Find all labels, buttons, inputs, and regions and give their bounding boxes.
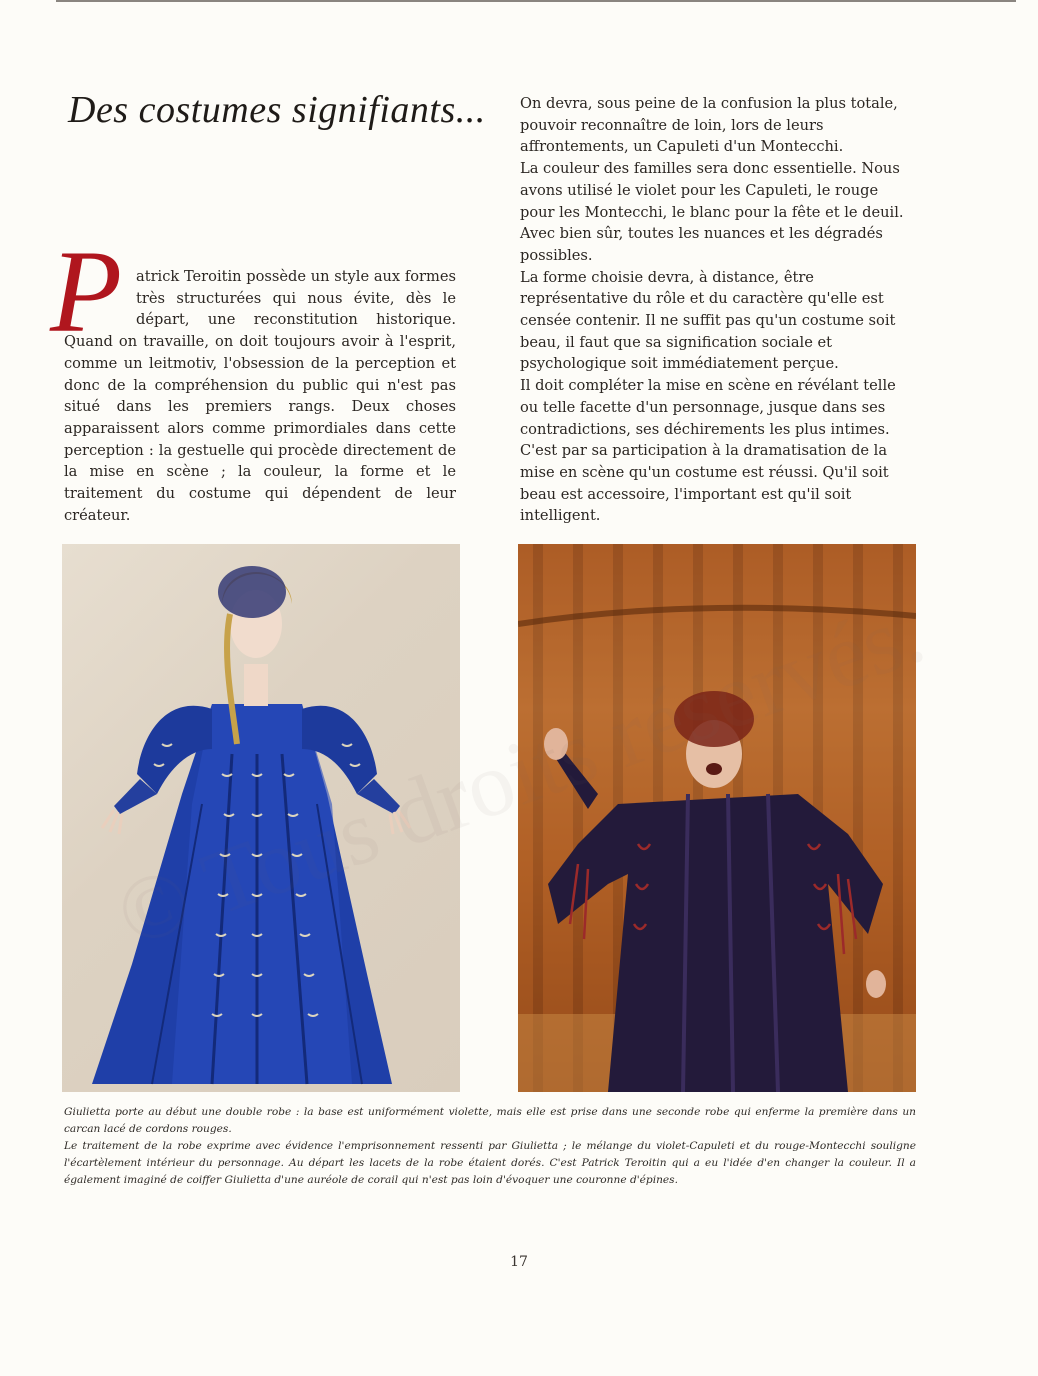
right-column <box>520 93 915 527</box>
left-column <box>50 226 456 526</box>
right-paragraph: La forme choisie devra, à distance, être représentative du rôle et du caractère qu'elle est censée contenir. Il ne suffit pas qu'un costume soit beau, il faut que sa signification sociale et psychologique soit immédiatement perçue. <box>520 268 896 373</box>
right-paragraph: La couleur des familles sera donc essentielle. Nous avons utilisé le violet pour les Capuleti, le rouge pour les Montecchi, le blanc pour la fête et le deuil. Avec bien sûr, toutes les nuances et les dégradés possibles. <box>520 160 904 264</box>
caption-paragraph: Giulietta porte au début une double robe : la base est uniformément violette, mais elle est prise dans une seconde robe qui enferme la première dans un carcan lacé de cordons rouges. <box>64 1106 916 1135</box>
stage-photo-image <box>518 544 916 1092</box>
left-column-text: atrick Teroitin possède un style aux formes très structurées qui nous évite, dès le départ, une reconstitution historique. Quand on travaille, on doit toujours avoir à l'esprit, comme un leitmotiv, l'obsession de la perception et donc de la compréhension du public qui n'est pas situé dans les premiers rangs. Deux choses apparaissent alors comme primordiales dans cette perception : la gestuelle qui procède directement de la mise en scène ; la couleur, la forme et le traitement du costume qui dépendent de leur créateur. <box>64 268 456 524</box>
caption-paragraph: Le traitement de la robe exprime avec évidence l'emprisonnement ressenti par Giulietta ; le mélange du violet-Capuleti et du rouge-Montecchi souligne l'écartèlement intérieur du personnage. Au départ les lacets de la robe étaient dorés. C'est Patrick Teroitin qui a eu l'idée d'en changer la couleur. Il a également imaginé de coiffer Giulietta d'une auréole de corail qui n'est pas loin d'évoquer une couronne d'épines. <box>64 1140 916 1186</box>
figure-caption <box>64 1104 916 1189</box>
copyright-watermark: droits <box>377 698 610 867</box>
blue-gown-illustration <box>62 544 460 1092</box>
right-paragraph: Il doit compléter la mise en scène en révélant telle ou telle facette d'un personnage, jusque dans ses contradictions, ses déchirements les plus intimes. <box>520 377 896 438</box>
right-paragraph: C'est par sa participation à la dramatisation de la mise en scène qu'un costume est réussi. Qu'il soit beau est accessoire, l'important est qu'il soit intelligent. <box>520 442 889 525</box>
page-title: Des costumes signifiants... <box>68 89 486 131</box>
top-rule <box>56 0 1016 2</box>
giulietta-stage-photo <box>518 544 916 1092</box>
costume-sketch-image <box>62 544 460 1092</box>
drop-cap: P <box>50 226 123 357</box>
page-number: 17 <box>510 1254 528 1270</box>
right-paragraph: On devra, sous peine de la confusion la plus totale, pouvoir reconnaître de loin, lors de leurs affrontements, un Capuleti d'un Montecchi. <box>520 95 898 156</box>
